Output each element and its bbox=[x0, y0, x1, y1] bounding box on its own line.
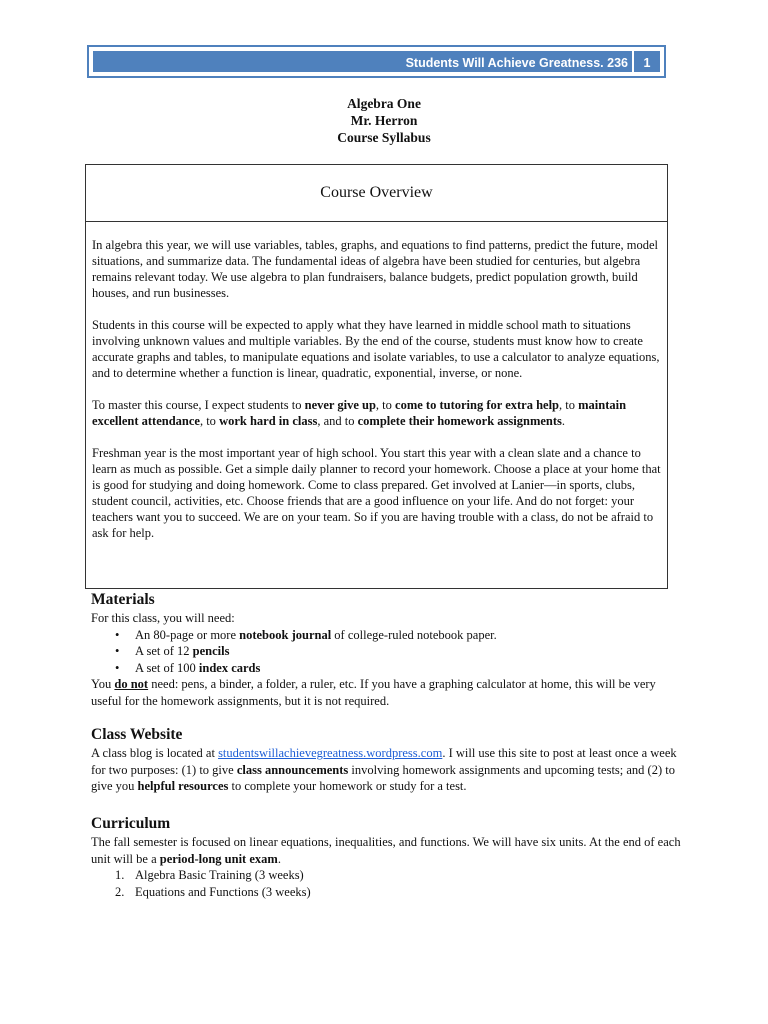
overview-paragraph-2: Students in this course will be expected to apply what they have learned in middle school math to situations involving unknown values and multiple variables. By the end of the course, students must know how to create accurate graphs and tables, to manipulate equations and isolate variables, to use a calculator to analyze equations, and to determine whether a function is linear, quadratic, exponential, inverse, or none. bbox=[92, 318, 660, 380]
units-list bbox=[91, 867, 681, 900]
course-overview-body bbox=[86, 222, 667, 541]
class-website-heading: Class Website bbox=[91, 726, 183, 743]
header-title: Students Will Achieve Greatness. 236 bbox=[405, 56, 628, 70]
emphasis: maintain excellent attendance bbox=[92, 398, 627, 428]
list-item: • A set of 12 pencils bbox=[115, 643, 681, 660]
list-item: 2. Equations and Functions (3 weeks) bbox=[115, 884, 311, 899]
curriculum-heading: Curriculum bbox=[91, 815, 171, 832]
page-number: 1 bbox=[632, 51, 660, 76]
materials-intro: For this class, you will need: bbox=[91, 611, 235, 625]
emphasis: never give up bbox=[304, 398, 376, 412]
page-header bbox=[87, 45, 666, 78]
overview-paragraph-4: Freshman year is the most important year of high school. You start this year with a clean slate and a chance to learn as much as possible. Get a simple daily planner to record your homework. Choose a place at your home that is good for studying and doing homework. Come to class prepared. Get involved at Lanier—in sports, clubs, student council, activities, etc. Choose friends that are a good influence on your life. And do not forget: your teachers want you to succeed. We are on your team. So if you are having trouble with a class, do not be afraid to ask for help. bbox=[92, 446, 661, 540]
course-overview-box bbox=[85, 164, 668, 589]
teacher-name: Mr. Herron bbox=[350, 113, 418, 128]
materials-section bbox=[91, 590, 681, 709]
list-item: • A set of 100 index cards bbox=[115, 660, 681, 677]
emphasis: complete their homework assignments bbox=[357, 414, 562, 428]
overview-paragraph-1: In algebra this year, we will use variables, tables, graphs, and equations to find patterns, predict the future, model situations, and summarize data. The fundamental ideas of algebra have been studied for centuries, but algebra remains relevant today. We use algebra to plan fundraisers, balance budgets, predict population growth, build houses, and run businesses. bbox=[92, 238, 658, 300]
emphasis: come to tutoring for extra help bbox=[395, 398, 559, 412]
document-type: Course Syllabus bbox=[337, 130, 431, 145]
document-title-block bbox=[0, 95, 768, 146]
course-name: Algebra One bbox=[347, 96, 421, 111]
overview-paragraph-3: To master this course, I expect students to never give up, to come to tutoring for extra help, to maintain excellent attendance, to work hard in class, and to complete their homework assignments. bbox=[92, 398, 627, 428]
materials-list bbox=[91, 627, 681, 677]
list-item: • An 80-page or more notebook journal of college-ruled notebook paper. bbox=[115, 627, 681, 644]
curriculum-paragraph: The fall semester is focused on linear equations, inequalities, and functions. We will have six units. At the end of each unit will be a period-long unit exam. bbox=[91, 835, 681, 866]
emphasis: work hard in class bbox=[219, 414, 318, 428]
materials-heading: Materials bbox=[91, 591, 155, 608]
class-blog-link[interactable]: studentswillachievegreatness.wordpress.com bbox=[218, 746, 443, 760]
list-item: 1. Algebra Basic Training (3 weeks) bbox=[115, 868, 304, 882]
class-website-section bbox=[91, 725, 681, 795]
materials-note: You do not need: pens, a binder, a folder, a ruler, etc. If you have a graphing calculator at home, this will be very useful for the homework assignments, but it is not required. bbox=[91, 677, 656, 708]
curriculum-section bbox=[91, 814, 681, 900]
header-bar bbox=[93, 51, 660, 72]
course-overview-heading: Course Overview bbox=[86, 165, 667, 222]
class-website-paragraph: A class blog is located at studentswillachievegreatness.wordpress.com. I will use this site to post at least once a week for two purposes: (1) to give class announcements involving homework assignments and upcoming tests; and (2) to give you helpful resources to complete your homework or study for a test. bbox=[91, 746, 677, 793]
emphasis-do-not: do not bbox=[114, 677, 149, 691]
